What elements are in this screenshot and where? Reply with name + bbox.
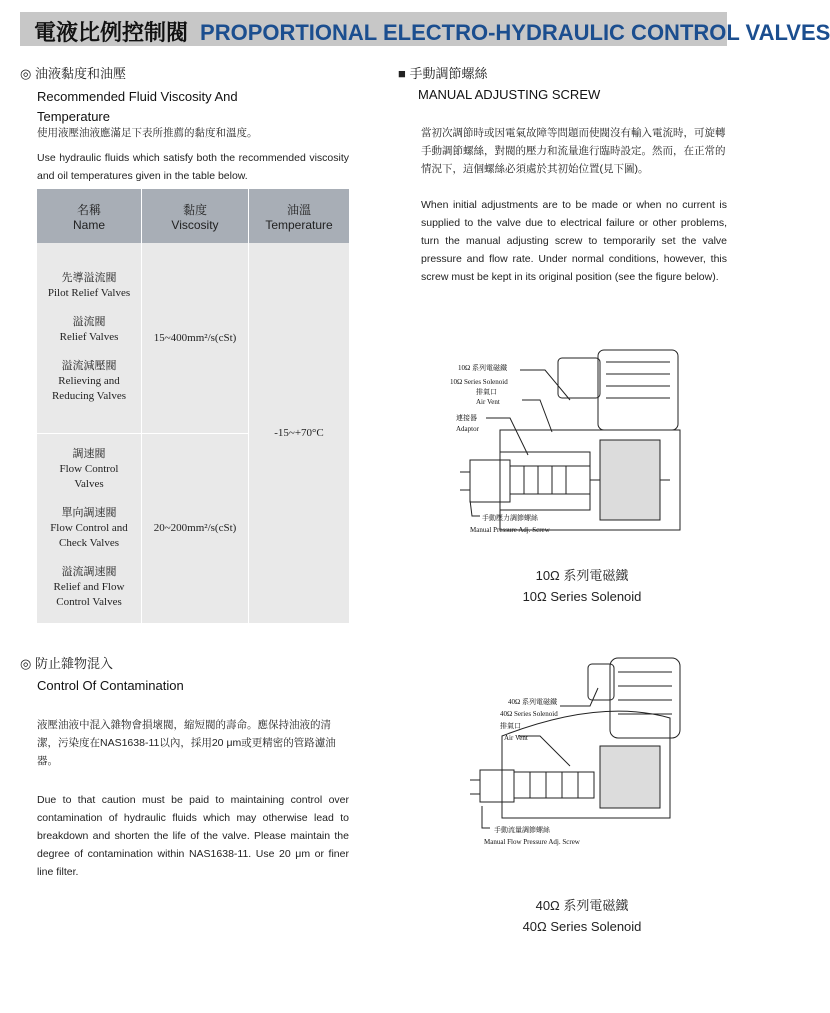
figure2-caption-en: 40Ω Series Solenoid (522, 919, 642, 934)
solenoid-10-diagram (440, 340, 700, 540)
adjusting-screw-body (470, 460, 510, 502)
valve-names-group-1 (37, 243, 142, 433)
label-vent-en: Air Vent (476, 398, 500, 406)
page-title (34, 16, 830, 47)
header-temperature: 油溫 Temperature (249, 189, 350, 243)
square-bullet-icon: ■ (398, 66, 406, 81)
label-screw-en: Manual Pressure Adj. Screw (470, 526, 550, 534)
contamination-heading-cn: ◎ 防止雜物混入 (20, 656, 113, 671)
table-row (37, 243, 349, 433)
fluid-section-heading-cn: ◎ 油液黏度和油壓 (20, 66, 126, 81)
circle-bullet-icon: ◎ (20, 66, 32, 81)
viscosity-value-2: 20~200mm²/s(cSt) (142, 433, 249, 623)
solenoid-40-diagram (460, 648, 690, 858)
valve-cross-section-drawing (470, 658, 680, 828)
valve-cross-section-drawing (460, 350, 680, 530)
viscosity-table (37, 189, 349, 624)
valve-name-entry: 單向調速閥 Flow Control and Check Valves (50, 506, 128, 549)
label-solenoid-cn: 10Ω 系列電磁鐵 (458, 364, 507, 372)
label-screw-en: Manual Flow Pressure Adj. Screw (484, 838, 580, 846)
fluid-section-heading-en: Recommended Fluid Viscosity And Temperature (37, 89, 238, 124)
manual-body-cn: 當初次調節時或因電氣故障等問題而使閥沒有輸入電流時，可旋轉手動調節螺絲，對閥的壓力和流量進行臨時設定。然而，在正常的情況下，這個螺絲必須處於其初始位置(見下圖)。 (421, 127, 726, 175)
valve-names-group-2 (37, 433, 142, 623)
figure1-caption-cn: 10Ω 系列電磁鐵 (535, 568, 629, 583)
header-name: 名稱 Name (37, 189, 142, 243)
table-header-row (37, 189, 349, 243)
valve-name-entry: 先導溢流閥 Pilot Relief Valves (47, 272, 131, 300)
viscosity-value-1: 15~400mm²/s(cSt) (142, 243, 249, 433)
label-vent-cn: 排氣口 (476, 388, 497, 396)
contamination-body-cn: 液壓油液中混入雜物會損壞閥，縮短閥的壽命。應保持油液的清潔，污染度在NAS1638-11以內，採用20 μm或更精密的管路濾油器。 (37, 719, 336, 767)
header-viscosity: 黏度 Viscosity (142, 189, 249, 243)
label-screw-cn: 手動流量調節螺絲 (494, 826, 550, 834)
figure1-caption (482, 565, 682, 607)
label-vent-en: Air Vent (504, 734, 528, 742)
fluid-section (20, 63, 350, 127)
fluid-body-cn: 使用液壓油液應滿足下表所推薦的黏度和溫度。 (37, 127, 258, 139)
manual-heading-en: MANUAL ADJUSTING SCREW (418, 87, 601, 102)
contamination-heading-en: Control Of Contamination (37, 678, 184, 693)
manual-heading-cn: ■ 手動調節螺絲 (398, 66, 488, 81)
label-screw-cn: 手動壓力調節螺絲 (482, 514, 538, 522)
valve-name-entry: 調速閥 Flow Control Valves (59, 447, 119, 490)
label-vent-cn: 排氣口 (500, 722, 521, 730)
label-solenoid-cn: 40Ω 系列電磁鐵 (508, 698, 557, 706)
label-solenoid-en: 40Ω Series Solenoid (500, 710, 558, 718)
circle-bullet-icon: ◎ (20, 656, 32, 671)
valve-name-entry: 溢流閥 Relief Valves (59, 316, 119, 344)
manual-section (398, 63, 728, 105)
fluid-body-en: Use hydraulic fluids which satisfy both the recommended viscosity and oil temperatures given in the table below. (37, 152, 349, 182)
valve-name-entry: 溢流減壓閥 Relieving and Reducing Valves (51, 360, 127, 403)
figure2-caption-cn: 40Ω 系列電磁鐵 (535, 898, 629, 913)
figure1-caption-en: 10Ω Series Solenoid (522, 589, 642, 604)
valve-name-entry: 溢流調速閥 Relief and Flow Control Valves (53, 565, 125, 608)
page-title-cn: 電液比例控制閥 (34, 20, 189, 45)
connector-box (558, 358, 600, 398)
temperature-value: -15~+70°C (249, 243, 350, 623)
figure2-caption (482, 895, 682, 937)
manual-body-en: When initial adjustments are to be made or when no current is supplied to the valve due to electrical failure or other problems, turn the manual adjusting screw to temporarily set the valve pressure and flow rate. Under normal conditions, however, this screw must be kept in its original position (see the figure below). (421, 199, 727, 283)
contamination-section (20, 653, 350, 696)
label-adaptor-en: Adaptor (456, 425, 479, 433)
label-adaptor-cn: 連接器 (456, 414, 477, 422)
label-solenoid-en: 10Ω Series Solenoid (450, 378, 508, 386)
page-header (20, 12, 830, 46)
adjusting-screw-body (480, 770, 514, 802)
contamination-body-en: Due to that caution must be paid to maintaining control over contamination of hydraulic fluids which may otherwise lead to breakdown and shorten the life of the valve. Please maintain the degree of contamination within NAS1638-11. Use 20 μm or finer line filter. (37, 794, 349, 878)
page-title-en: PROPORTIONAL ELECTRO-HYDRAULIC CONTROL VALVES (200, 20, 830, 45)
